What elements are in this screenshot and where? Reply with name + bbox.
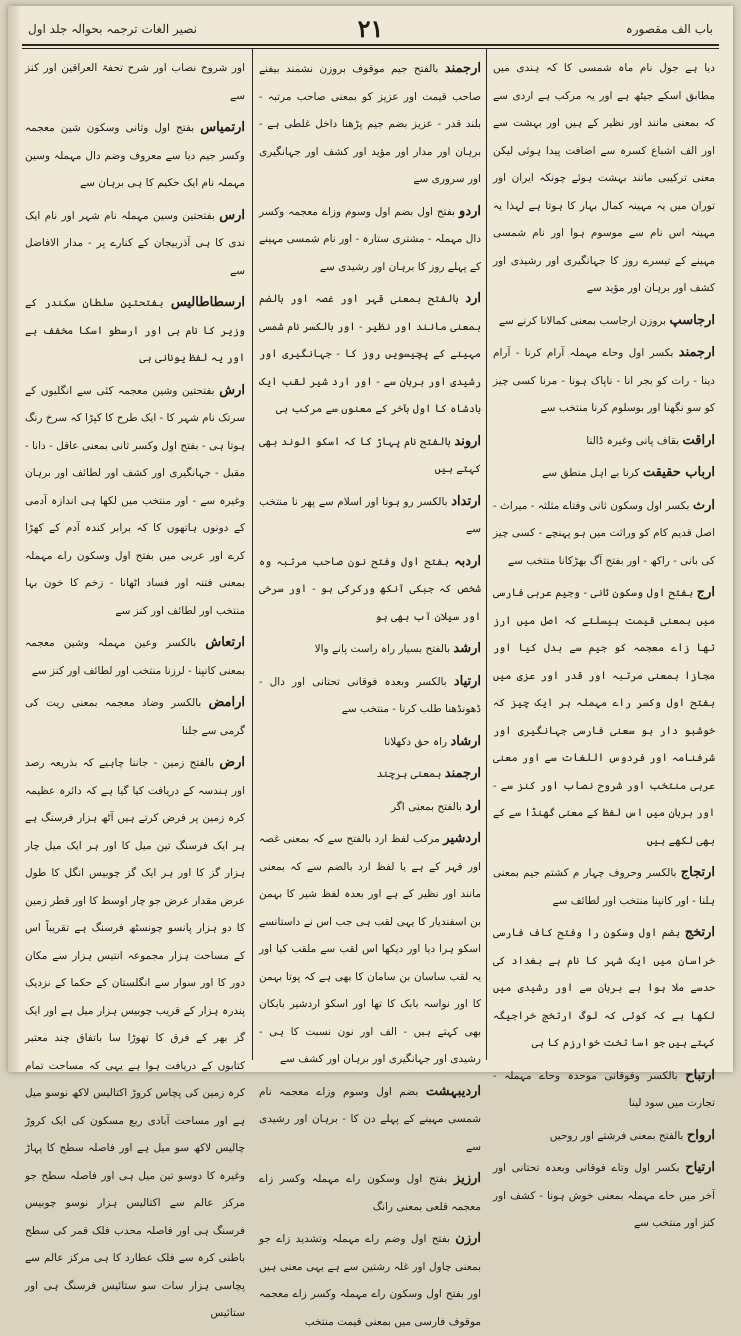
headword: ارتیاد (453, 673, 482, 689)
definition-text: بالفتح بمعنی اگر (391, 800, 462, 813)
headword: ارباب حقیقت (642, 465, 715, 480)
headword: ارشاد (450, 733, 481, 749)
headword: ارتمیاس (200, 120, 245, 135)
definition-text: بالفتح بمعنی قہر اور غصہ اور بالضم بمعنی مانند اور نظیر - اور بالکسر نام شمسی مہینے کے پچیسویں روز کا - جہانگیری اور رشیدی اور برہان سے - اور ارد شیر لقب ایک بادشاہ کا اول بآخر کے معنوں سے مرکب ہی (259, 293, 481, 415)
headword: ارتعاش (205, 635, 246, 650)
dictionary-entry (25, 114, 245, 198)
headword: ارجمند (444, 61, 481, 76)
headword: اردو (459, 203, 482, 219)
scanned-page (8, 6, 733, 1328)
dictionary-columns (22, 48, 719, 1328)
definition-text: بفتح اول وسکون راے مہملہ وکسر زاے معجمہ قلعی بمعنی رانگ (259, 1173, 481, 1213)
dictionary-entry (25, 749, 245, 1328)
column-right (493, 55, 716, 1229)
headword: ارض (219, 755, 245, 770)
running-title-left: نصیر الغات ترجمہ بحوالہ جلد اول (28, 22, 197, 36)
headword: ارد (465, 798, 481, 814)
definition-text: بفتح اول وفتح نون صاحب مرتبہ وہ شخص کہ جبکی آنکھ ورکرکی ہو - اور سرخی اور سیلان آب بھی ہو (259, 555, 481, 623)
definition-text: مرکب لفظ ارد بالفتح سے کہ بمعنی غصہ اور قہر کے ہے یا لفظ ارد بالضم سے کہ بمعنی مانند اور نظیر کے ہے اور بعدہ لفظ شیر کا بہمن بن اسفندیار کا یہی لقب ہی جب اس نے داستانسے اسکو ہرا دیا اور دیکھا اس لقب سے ملقب کیا اور یہ لقب ساسان بن سامان کا بھی ہے کہ پوتا بہمن کا اور نواسہ بابک کا تھا اور اسکو اردشیر بابکان بھی کہتے ہیں - الف اور نون نسبت کا ہی - رشیدی اور جہانگیری اور برہان اور کشف سے (259, 833, 481, 1065)
headword: اراقت (682, 432, 715, 448)
headword: ارسطاطالیس (170, 295, 245, 310)
dictionary-entry (259, 1078, 481, 1162)
headword: ارس (219, 207, 245, 223)
dictionary-entry (25, 202, 245, 286)
definition-text: بکسر اول وتاے فوقانی وبعدہ تحتانی اور آخر میں حاے مہملہ بمعنی خوش ہونا - کشف اور کنز اور منتخب سے (493, 1162, 715, 1229)
column-divider (252, 49, 253, 1060)
headword: ارش (219, 382, 245, 398)
headword: ارتباح (685, 1067, 715, 1083)
definition-text: بالکسر وعین مہملہ وشین معجمہ بمعنی کانپنا - لرزنا منتخب اور لطائف اور کنز سے (25, 637, 245, 677)
dictionary-entry (259, 428, 481, 484)
dictionary-entry (25, 289, 245, 373)
dictionary-entry (493, 339, 715, 423)
column-left (25, 55, 246, 1319)
dictionary-entry (493, 1154, 715, 1238)
headword: اردشیر (443, 831, 482, 846)
definition-text: بضم اول وسوم وزاے معجمہ نام شمسی مہینے کے پہلے دن کا - برہان اور رشیدی سے (259, 1085, 481, 1153)
dictionary-entry (493, 459, 715, 488)
headword: ارشد (453, 641, 481, 656)
definition-text: اور شروح نصاب اور شرح تحفۃ العراقین اور کنز سے (25, 62, 245, 102)
dictionary-entry (25, 55, 245, 110)
dictionary-entry (493, 1122, 715, 1151)
page-number: ۲۱ (357, 14, 384, 43)
definition-text: بقاف پانی وغیرہ ڈالنا (586, 434, 680, 447)
definition-text: بفتح اول وسکون ثانی - وجیم عربی فارسی میں بمعنی قیمت ہیسلئے کہ اصل میں ارز تھا زاے معجمہ کو جیم سے بدل کیا اور مجازا بمعنی مرتبہ اور قدر اور عزی میں بفتح اول وکسر راے مہملہ ہر ایک چیز کہ خوشبو دار ہو سعنی فارسی جہانگیری اور شرفنامہ اور فردوس اللغات سے اور معنی عربی منتخب اور شروح نصاب اور کنز سے - اور برہان میں اس لفظ کے معنی گھنڈا سے کے بھی لکھے ہیں (493, 587, 715, 847)
dictionary-entry (25, 377, 245, 626)
headword: ارامض (208, 695, 245, 710)
headword: اردیبہشت (425, 1083, 482, 1099)
definition-text: دیا ہے جول نام ماہ شمسی کا کہ ہندی میں مطابق اسکے جیٹھ ہے اور یہ مرکب ہے اردی سے کہ بمعنی مانند اور نظیر کے ہیں اور بہشت سے اور الف اشباع کسرہ سے اضافت پیدا ہوئی لیکن معنی ترکیبی مانند بہشت ہوئے چونکہ ایران اور توران میں یہ مہینہ کمال بہار کا ہوتا ہے لہذا یہ مہینہ اس نام سے موسوم ہوا اور نام شمسی مہینے کے تیسرے روز کا جہانگیری اور رشیدی اور کشف اور برہان اور مؤید سے (493, 62, 715, 294)
dictionary-entry (25, 689, 245, 745)
dictionary-entry (493, 579, 715, 855)
definition-text: بفتح اول بضم اول وسوم وزاے معجمہ وکسر دال مہملہ - مشتری ستارہ - اور نام شمسی مہینے کے پہلے روز کا برہان اور رشیدی سے (259, 205, 481, 273)
definition-text: بالکسر وحروف چہار م کشتم جیم بمعنی ہلنا - اور کانپنا منتخب اور لطائف سے (493, 867, 715, 907)
dictionary-entry (259, 793, 481, 822)
definition-text: بفتحتین وسین مہملہ نام شہر اور نام ایک ندی کا ہی آذربیجان کے کنارے پر - مدار الافاضل سے (25, 209, 245, 277)
headword: ارزن (455, 1231, 481, 1246)
dictionary-entry (493, 427, 715, 456)
headword: ارزیز (454, 1171, 481, 1186)
dictionary-entry (259, 668, 481, 724)
dictionary-entry (493, 55, 715, 303)
definition-text: بفتح اول وثانی وسکون شین معجمہ وکسر جیم دیا سے معروف وضم دال مہملہ وسین مہملہ نام ایک حکیم کا ہی برہان سے (25, 122, 245, 189)
headword: ارث (692, 497, 715, 513)
running-title-right: باب الف مقصورہ (625, 22, 713, 36)
headword: ارجاسپ (669, 312, 715, 328)
dictionary-entry (259, 635, 481, 664)
headword: اردبہ (454, 553, 481, 569)
definition-text: بالکسر وبعدہ فوقانی تحتانی اور دال - ڈھونڈھنا طلب کرنا - منتخب سے (259, 675, 481, 715)
definition-text: بالکسر رو ہونا اور اسلام سے پھر نا منتخب سے (259, 495, 481, 535)
dictionary-entry (493, 1062, 715, 1118)
definition-text: بالفتح بمعنی فرشتے اور روحیں (549, 1129, 684, 1142)
dictionary-entry (493, 307, 715, 336)
definition-text: بکسر اول وسکون ثانی وفتاے مثلثہ - میراث - اصل قدیم کام کو وراثت میں ہو پہنچے - کسی چیز کی بانی - راکھ - اور بفتح آگ بھڑکانا منتخب سے (493, 499, 715, 567)
definition-text: بالفتح نام پہاڑ کا کہ اسکو الوند بھی کہتے ہیں (259, 435, 481, 475)
dictionary-entry (259, 1225, 481, 1336)
definition-text: بروزن ارجاسب بمعنی کمالانا کرنے سے (498, 314, 667, 327)
dictionary-entry (259, 55, 481, 194)
definition-text: راہ حق دکھلانا (384, 735, 448, 748)
definition-text: بالفتح بسیار راہ راست پانے والا (314, 643, 451, 655)
dictionary-entry (259, 488, 481, 544)
headword: اروند (454, 433, 482, 449)
page-header (22, 14, 719, 46)
definition-text: کرنا بے اہل منطق سے (542, 467, 640, 479)
dictionary-entry (259, 548, 481, 632)
dictionary-entry (259, 285, 481, 424)
dictionary-entry (259, 760, 481, 789)
headword: ارجمند (678, 345, 715, 360)
headword: ارتخج (684, 925, 715, 940)
definition-text: بفتحتین وشین معجمہ کئی سے انگلیوں کے سرتک نام شہر کا - ایک طرح کا کپڑا کہ سرخ رنگ ہوتا ہی - بفتح اول وکسر ثانی بمعنی عاقل - دانا - مقبل - جہانگیری اور کشف اور لطائف اور برہان وغیرہ سے - اور منتخب میں لکھا ہی اندازہ آدمی کے دونوں ہاتھوں کا کہ برابر کندہ آدم کے کھڑا کرے اور عربی میں بفتح اول وسکون راے مہملہ بمعنی فتنہ اور فساد اٹھانا - زخم کا خون بہا منتخب اور لطائف اور کنز سے (25, 384, 245, 617)
column-divider (486, 49, 487, 1060)
headword: ارواح (686, 1127, 715, 1143)
definition-text: بالفتح زمین - جاننا چاہیے کہ بذریعہ رصد اور ہندسہ کے دریافت کیا گیا ہے کہ دائرہ عظیمہ کرہ زمین پر فرض کرتے ہیں آٹھ ہزار فرسنگ ہے ہر ایک فرسنگ تین میل کا اور ہر ایک میل چار ہزار گز کا اور ہر ایک گز چوبیس انگل کا طول عرض مقدار عرض جو چار اوسط کا اور قطر زمین کا دو ہزار پانسو چونسٹھ فرسنگ ہے تقریباً اس کے مساحت ہزار مجموعہ انتیس ہزار سے مکان دور کا اور سوار سے انگلستان کے حکما کے نزدیک پندرہ ہزار کے قریب چوبیس ہزار میل ہے اور ایک گز بھر کے فرق کا تھوڑا سا باتفاق چند معتبر کتابوں کے دریافت ہوا ہے یہی کہ مساحت تمام کرہ زمین کی پچاس کروڑ اکتالیس لاکھ نوسو میل ہے اور مساحت آبادی ربع مسکون کی ایک کروڑ چالیس لاکھ سو میل ہے اور فاصلہ سطح کا پہاڑ وغیرہ کا دوسو تین میل ہی اور فاصلہ سطح جو مرکز عالم سے اکتالیس ہزار نوسو چوبیس فرسنگ ہی اور فاصلہ محدب فلک قمر کی سطح باطنی کرہ سے فلک عطارد کا ہی مرکز عالم سے پچاسی ہزار سات سو ستائیس فرسنگ ہی اور ستائیس (25, 757, 245, 1319)
dictionary-entry (493, 492, 715, 576)
headword: ارجمند (444, 766, 481, 781)
page-binding-shadow (8, 6, 22, 1072)
dictionary-entry (259, 198, 481, 282)
headword: ارتجاج (680, 865, 715, 880)
definition-text: بالفتح جیم موقوف بروزن نشمند بیفنے صاحب قیمت اور عزیز کو بمعنی صاحب مرتبہ - بلند قدر - عزیز بضم جیم پڑھنا داخل غلطی ہے - برہان اور مدار اور مؤید اور کشف اور جہانگیری اور سروری سے (259, 63, 481, 185)
headword: ارتداد (451, 493, 481, 509)
headword: ارتیاح (685, 1160, 716, 1175)
definition-text: بالکسر وضاد معجمہ بمعنی ریت کی گرمی سے جلنا (25, 697, 245, 737)
headword: ارد (465, 291, 481, 306)
definition-text: بضم اول وسکون را وفتح کاف فارسی خراسان میں ایک شہر کا نام ہے بغداد کی حدسے ملا ہوا ہے برہان سے اور رشیدی میں لکھا ہے کہ کوئی کہ لوگ ارتخج خراجیگہ کہتے ہیں جو اسا تخت خوارزم کا ہی (493, 927, 715, 1049)
dictionary-entry (493, 859, 715, 915)
definition-text: بفتح اول وضم راے مہملہ وتشدید زاے جو بمعنی چاول اور غلہ رشتین سے ہے یہی معنی ہیں اور بفتح اول وسکون راے مہملہ وکسر زاے معجمہ موقوف فارسی میں بمعنی قیمت منتخب (259, 1233, 481, 1328)
dictionary-entry (493, 919, 715, 1058)
column-middle (259, 55, 482, 1328)
definition-text: بالکسر وفوقانی موحدہ وحاے مہملہ - تجارت میں سود لینا (493, 1069, 715, 1109)
definition-text: بمعنی ہرچند (376, 768, 442, 780)
definition-text: بکسر اول وحاے مہملہ آرام کرنا - آرام دینا - رات کو بجر انا - ناپاک ہونا - مرنا کسی چیز کو سو نگھنا اور بوسلوم کرنا منتخب سے (493, 347, 715, 414)
dictionary-entry (259, 1165, 481, 1221)
dictionary-entry (259, 825, 481, 1074)
dictionary-entry (25, 629, 245, 685)
dictionary-entry (259, 728, 481, 757)
headword: ارج (696, 585, 715, 600)
definition-text: بفتحتین سلطان سکندر کے وزیر کا نام ہی اور ارسطو اسکا مخفف ہے اور یہ لفظ یونانی ہی (25, 297, 245, 364)
